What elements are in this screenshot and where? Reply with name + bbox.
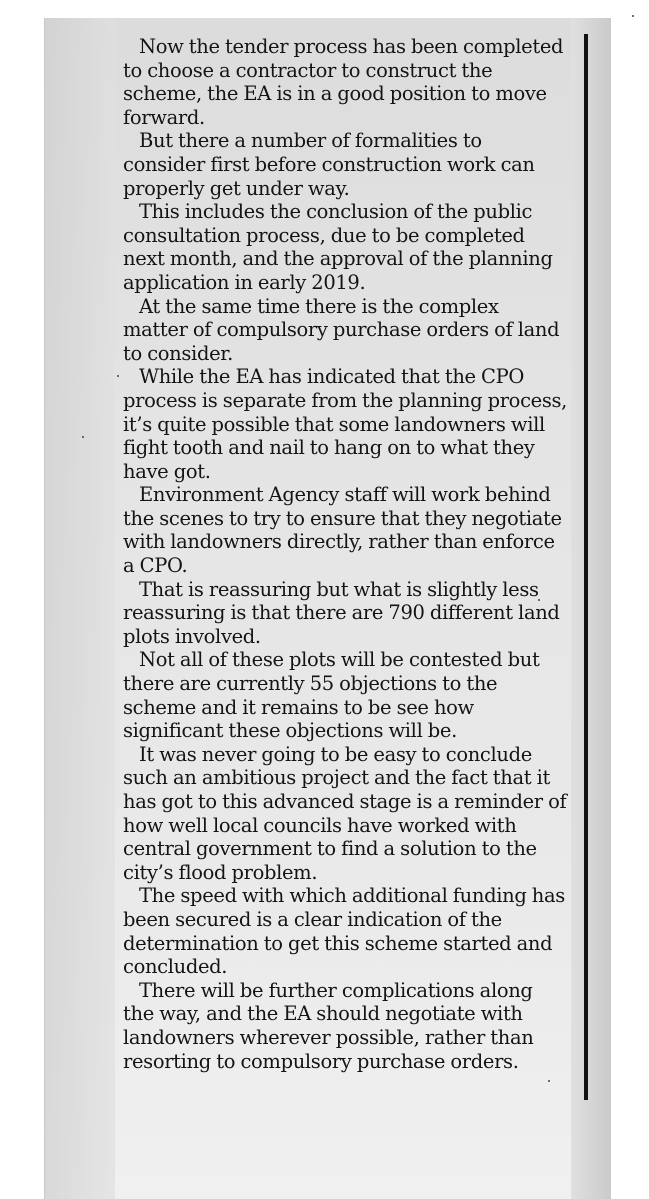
paragraph: The speed with which additional funding has been secured is a clear indication of the determination to get this scheme started and concluded. <box>123 884 565 979</box>
paragraph: That is reassuring but what is slightly less reassuring is that there are 790 different land plots involved. <box>123 577 560 648</box>
dust-speck <box>117 375 119 377</box>
editorial-article <box>123 35 568 1073</box>
dust-speck <box>548 1080 550 1082</box>
paragraph: It was never going to be easy to conclude such an ambitious project and the fact that it has got to this advanced stage is a reminder of how well local councils have worked with central government to find a solution to the city’s flood problem. <box>123 742 567 884</box>
paragraph: But there a number of formalities to consider first before construction work can properly get under way. <box>123 129 535 200</box>
adjacent-column-shadow <box>45 18 115 1199</box>
paragraph: This includes the conclusion of the public consultation process, due to be completed next month, and the approval of the planning application in early 2019. <box>123 200 553 294</box>
paragraph: Not all of these plots will be contested but there are currently 55 objections to the scheme and it remains to be see how significant these objections will be. <box>123 648 540 743</box>
right-margin-shadow <box>571 18 611 1199</box>
paragraph: Now the tender process has been completed to choose a contractor to construct the scheme, the EA is in a good position to move forward. <box>123 35 564 129</box>
paragraph: While the EA has indicated that the CPO process is separate from the planning process, it’s quite possible that some landowners will fight tooth and nail to hang on to what they have got. <box>123 365 567 483</box>
dust-speck <box>632 15 634 17</box>
paragraph: At the same time there is the complex matter of compulsory purchase orders of land to consider. <box>123 294 560 365</box>
paragraph: Environment Agency staff will work behind the scenes to try to ensure that they negotiate with landowners directly, rather than enforce a CPO. <box>123 483 562 578</box>
column-rule <box>584 34 588 1100</box>
dust-speck <box>82 436 84 438</box>
paragraph: There will be further complications along the way, and the EA should negotiate with landowners wherever possible, rather than resorting to compulsory purchase orders. <box>123 978 534 1073</box>
